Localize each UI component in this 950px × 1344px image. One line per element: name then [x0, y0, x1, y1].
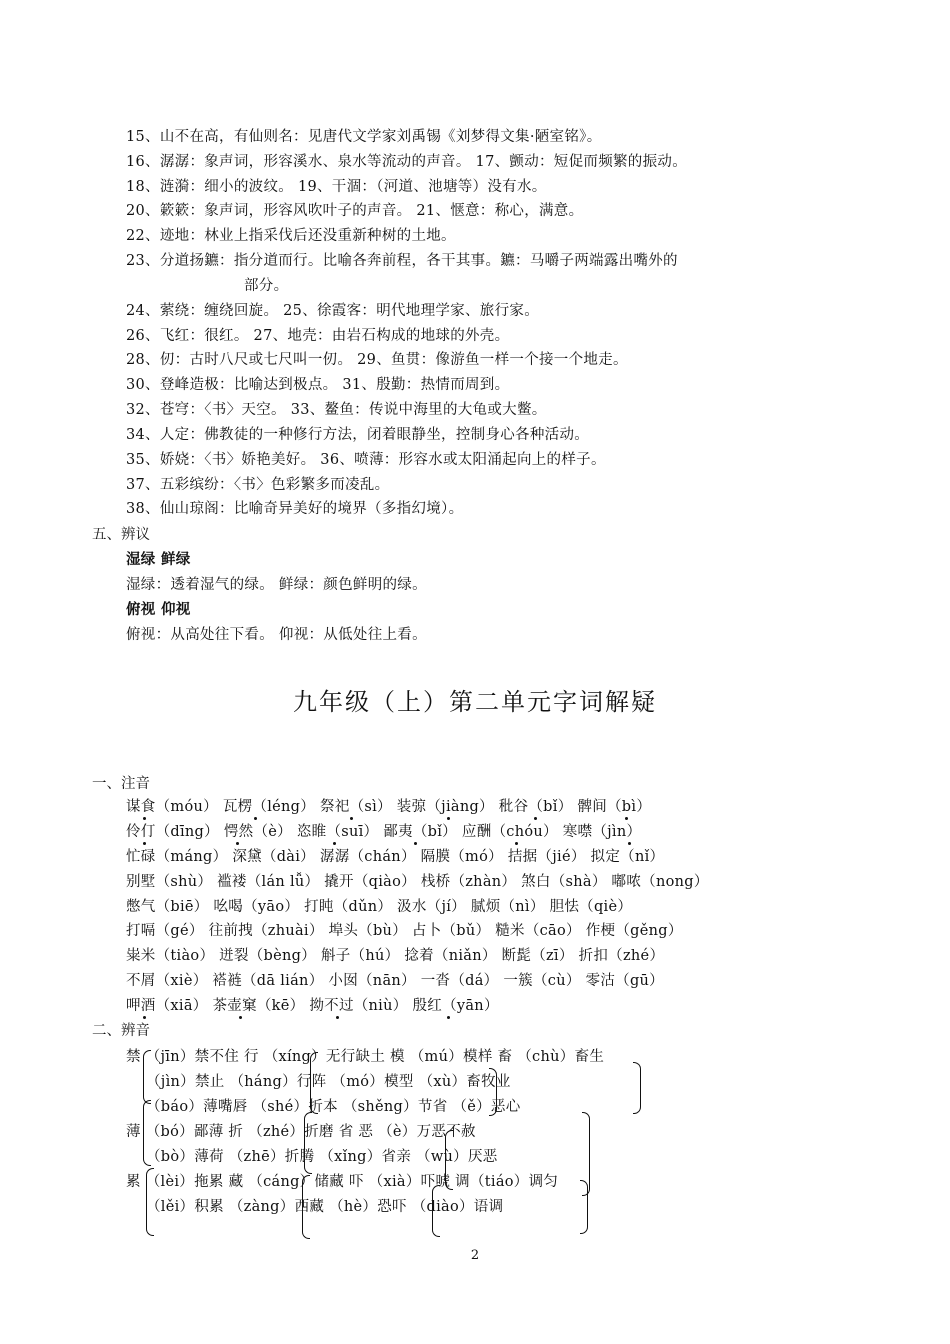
definition-line: 23、分道扬鑣：指分道而行。比喻各奔前程，各干其事。鑣：马嚼子两端露出嘴外的: [126, 253, 678, 269]
unit-title: 九年级（上）第二单元字词解疑: [293, 688, 657, 716]
grouping-brace: [489, 1068, 497, 1116]
grouping-brace: [304, 1112, 312, 1174]
emphasis-dot: [515, 842, 518, 845]
emphasis-dot: [447, 1016, 450, 1019]
emphasis-dot: [628, 842, 631, 845]
grouping-brace: [580, 1180, 588, 1234]
definition-line: 35、娇娆：〈书〉娇艳美好。 36、喷薄：形容水或太阳涌起向上的样子。: [126, 452, 606, 468]
definition-line: 34、人定：佛教徒的一种修行方法，闭着眼静坐，控制身心各种活动。: [126, 427, 590, 443]
bianyin-line: （bò）薄荷 （zhē）折腾 （xǐng）省亲 （wù）厌恶: [146, 1149, 498, 1165]
emphasis-dot: [143, 817, 146, 820]
grouping-brace: [302, 1175, 310, 1239]
emphasis-dot: [143, 842, 146, 845]
emphasis-dot: [534, 817, 537, 820]
zhuyin-line: 打嗝（gé） 往前拽（zhuài） 埠头（bù） 占卜（bǔ） 糙米（cāo） 作梗（gěng）: [126, 923, 683, 939]
zhuyin-line: 粜米（tiào） 迸裂（bèng） 斛子（hú） 捻着（niǎn） 断髭（zī） 折扣（zhé）: [126, 948, 665, 964]
zhuyin-line: 谋食（móu） 瓦楞（léng） 祭祀（sì） 装弶（jiàng） 秕谷（bǐ） 髀间（bì）: [126, 799, 652, 815]
emphasis-dot: [414, 842, 417, 845]
zhuyin-line: 伶仃（dīng） 愕然（è） 恣睢（suī） 鄙夷（bǐ） 应酬（chóu） 寒噤（jìn）: [126, 824, 642, 840]
grouping-brace: [633, 1062, 641, 1114]
definition-line: 24、萦绕：缠绕回旋。 25、徐霞客：明代地理学家、旅行家。: [126, 303, 540, 319]
definition-line: 28、仞：古时八尺或七尺叫一仞。 29、鱼贯：像游鱼一样一个接一个地走。: [126, 352, 628, 368]
zhuyin-line: 呷酒（xiā） 茶壶窠（kē） 拗不过（niù） 殷红（yān）: [126, 998, 499, 1014]
bianyin-line: 禁 （jīn）禁不住 行 （xíng）无行缺土 模 （mú）模样 畜 （chù）畜生: [126, 1049, 605, 1065]
definition-line: 37、五彩缤纷：〈书〉色彩繁多而凌乱。: [126, 477, 390, 493]
definition-line: 30、登峰造极：比喻达到极点。 31、殷勤：热情而周到。: [126, 377, 510, 393]
emphasis-dot: [333, 842, 336, 845]
word-pair-title: 俯视 仰视: [126, 601, 191, 618]
emphasis-dot: [236, 842, 239, 845]
definition-line: 22、迹地：林业上指采伐后还没重新种树的土地。: [126, 228, 456, 244]
zhuyin-line: 不屑（xiè） 褡裢（dā lián） 小囡（nān） 一沓（dá） 一簇（cù） 零沽（gū）: [126, 973, 664, 989]
page-number: 2: [470, 1248, 480, 1263]
definition-line: 32、苍穹：〈书〉天空。 33、鳌鱼：传说中海里的大龟或大鳖。: [126, 402, 547, 418]
zhuyin-line: 别墅（shù） 褴褛（lán lǚ） 撬开（qiào） 栈桥（zhàn） 煞白（shà） 嘟哝（nong）: [126, 874, 709, 890]
definition-line-continued: 部分。: [244, 278, 289, 294]
zhuyin-line: 忙碌（máng） 深黛（dài） 潺潺（chán） 隔膜（mó） 拮据（jié） 拟定（nǐ）: [126, 849, 665, 865]
definition-line: 18、涟漪：细小的波纹。 19、干涸：（河道、池塘等）没有水。: [126, 179, 547, 195]
emphasis-dot: [625, 817, 628, 820]
bianyin-line: 累 （lèi）拖累 藏 （cáng）储藏 吓 （xià）吓唬 调（tiáo）调匀: [126, 1174, 559, 1190]
section-heading-bianyin: 二、辨音: [92, 1023, 150, 1039]
bianyin-line: （lěi）积累 （zàng）西藏 （hè）恐吓 （diào）语调: [146, 1199, 504, 1215]
word-pair-definition: 湿绿：透着湿气的绿。 鲜绿：颜色鲜明的绿。: [126, 577, 427, 593]
grouping-brace: [310, 1052, 318, 1114]
emphasis-dot: [254, 817, 257, 820]
bianyin-line: （jìn）禁止 （háng）行阵 （mó）模型 （xù）畜牧业: [146, 1074, 511, 1090]
definition-line: 38、仙山琼阁：比喻奇异美好的境界（多指幻境）。: [126, 501, 464, 517]
word-pair-definition: 俯视：从高处往下看。 仰视：从低处往上看。: [126, 627, 427, 643]
definition-line: 26、飞红：很红。 27、地壳：由岩石构成的地球的外壳。: [126, 328, 510, 344]
definition-line: 16、潺潺：象声词，形容溪水、泉水等流动的声音。 17、颤动：短促而频繁的振动。: [126, 154, 688, 170]
bianyin-line: （báo）薄嘴唇 （shé）折本 （shěng）节省 （ě）恶心: [146, 1099, 521, 1115]
zhuyin-line: 憋气（biē） 吆喝（yāo） 打盹（dǔn） 汲水（jí） 腻烦（nì） 胆怯（qiè）: [126, 899, 633, 915]
grouping-brace: [146, 1168, 154, 1236]
section-heading-zhuyin: 一、注音: [92, 776, 150, 792]
emphasis-dot: [350, 817, 353, 820]
grouping-brace: [432, 1185, 440, 1237]
definition-line: 15、山不在高，有仙则名：见唐代文学家刘禹锡《刘梦得文集·陋室铭》。: [126, 129, 602, 145]
emphasis-dot: [336, 1016, 339, 1019]
emphasis-dot: [447, 817, 450, 820]
section-heading-bianyi: 五、辨议: [92, 527, 150, 543]
word-pair-title: 湿绿 鲜绿: [126, 551, 191, 568]
emphasis-dot: [143, 1016, 146, 1019]
grouping-brace: [445, 1130, 453, 1190]
emphasis-dot: [239, 1016, 242, 1019]
grouping-brace: [143, 1050, 151, 1104]
grouping-brace: [143, 1100, 151, 1166]
definition-line: 20、簌簌：象声词，形容风吹叶子的声音。 21、惬意：称心，满意。: [126, 203, 584, 219]
bianyin-line: 薄 （bó）鄙薄 折 （zhé）折磨 省 恶 （è）万恶不赦: [126, 1124, 476, 1140]
